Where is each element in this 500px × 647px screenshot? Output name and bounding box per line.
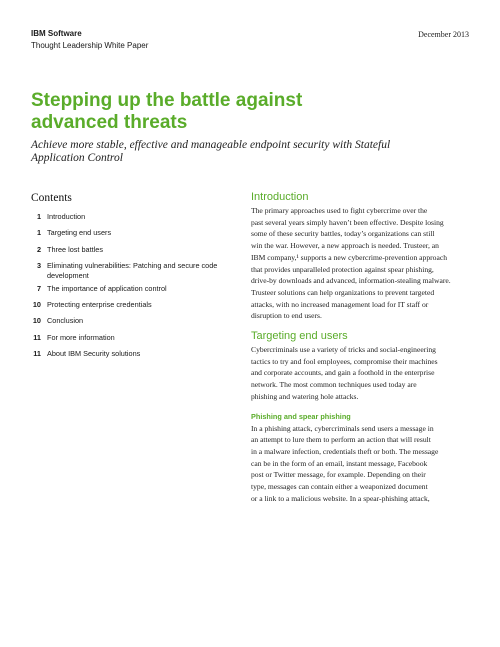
toc-label: The importance of application control bbox=[47, 283, 167, 293]
targeting-heading: Targeting end users bbox=[251, 330, 348, 343]
toc-item[interactable] bbox=[31, 284, 231, 294]
toc-label: Conclusion bbox=[47, 316, 84, 326]
toc-item[interactable] bbox=[31, 333, 231, 343]
toc-label: Protecting enterprise credentials bbox=[47, 300, 152, 310]
targeting-paragraph: Cybercriminals use a variety of tricks and social-engineering tactics to try and fool employees, compromise their machines and corporate accounts, and gain a foothold in the enterprise network. The most common techniques used today are phishing and watering hole attacks. bbox=[251, 345, 438, 401]
phishing-subheading: Phishing and spear phishing bbox=[251, 411, 351, 421]
toc-page-number: 11 bbox=[33, 349, 41, 359]
document-series: Thought Leadership White Paper bbox=[31, 41, 149, 50]
toc-page-number: 1 bbox=[36, 212, 41, 221]
toc-item[interactable] bbox=[31, 316, 231, 326]
toc-label: Targeting end users bbox=[47, 228, 112, 238]
table-of-contents bbox=[31, 212, 231, 365]
toc-page-number: 1 bbox=[36, 228, 41, 238]
toc-page-number: 7 bbox=[36, 283, 41, 293]
toc-item[interactable] bbox=[31, 245, 231, 255]
toc-item[interactable] bbox=[31, 212, 231, 222]
introduction-heading: Introduction bbox=[251, 191, 309, 203]
toc-label: About IBM Security solutions bbox=[47, 349, 141, 359]
toc-item[interactable] bbox=[31, 261, 231, 281]
phishing-paragraph: In a phishing attack, cybercriminals send users a message in an attempt to lure them to perform an action that will result in a malware infection, credentials theft or both. The message can be in the form of an email, instant message, Facebook post or Twitter message, for example. Depending on their type, messages can contain either a weaponized document or a link to a malicious website. In a spear-phishing attack, bbox=[251, 423, 439, 503]
body-column bbox=[251, 191, 481, 504]
toc-item[interactable] bbox=[31, 228, 231, 238]
toc-item[interactable] bbox=[31, 349, 231, 359]
toc-label: Eliminating vulnerabilities: Patching and secure code development bbox=[47, 260, 218, 280]
brand-name: IBM Software bbox=[31, 29, 82, 38]
document-subtitle: Achieve more stable, effective and manageable endpoint security with Stateful Application Control bbox=[31, 139, 391, 164]
toc-page-number: 10 bbox=[32, 300, 41, 310]
toc-page-number: 3 bbox=[36, 260, 41, 270]
toc-label: Three lost battles bbox=[47, 244, 103, 254]
toc-item[interactable] bbox=[31, 300, 231, 310]
toc-label: Introduction bbox=[47, 212, 86, 221]
contents-heading: Contents bbox=[31, 192, 72, 204]
introduction-paragraph: The primary approaches used to fight cybercrime over the past several years simply haven’t been effective. Despite losing some of these security battles, today’s organizations can still win the war. However, a new approach is needed. Trusteer, an IBM company,¹ supports a new cybercrime-prevention approach that provides unparalleled protection against spear phishing, drive-by downloads and advanced, information-stealing malware. Trusteer solutions can help organizations to prevent targeted attacks, with no increased management load for IT staff or disruption to end users. bbox=[251, 206, 451, 321]
toc-page-number: 11 bbox=[33, 332, 41, 342]
toc-label: For more information bbox=[47, 332, 115, 342]
toc-page-number: 10 bbox=[32, 316, 41, 326]
publication-date: December 2013 bbox=[418, 30, 469, 39]
toc-page-number: 2 bbox=[36, 244, 41, 254]
document-title: Stepping up the battle against advanced threats bbox=[31, 90, 303, 133]
